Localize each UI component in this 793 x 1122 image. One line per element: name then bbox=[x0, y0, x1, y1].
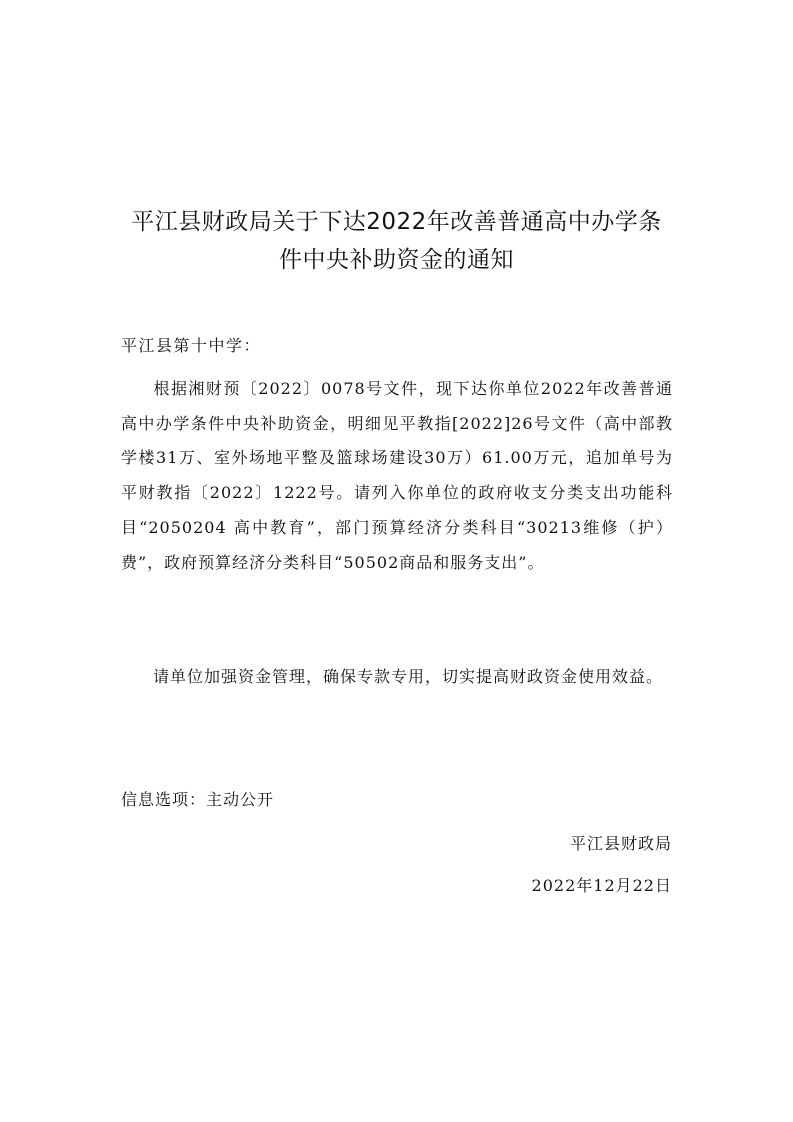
signature-organization: 平江县财政局 bbox=[569, 834, 672, 853]
title-line-1: 平江县财政局关于下达2022年改善普通高中办学条 bbox=[131, 209, 662, 235]
signature-date: 2022年12月22日 bbox=[531, 876, 672, 895]
body-paragraph-2-text: 请单位加强资金管理，确保专款专用，切实提高财政资金使用效益。 bbox=[153, 667, 664, 686]
body-paragraph-1 bbox=[121, 372, 673, 580]
body-paragraph-1-text: 根据湘财预〔2022〕0078号文件，现下达你单位2022年改善普通高中办学条件中央补助资金，明细见平教指[2022]26号文件（高中部教学楼31万、室外场地平整及篮球场建设30万）61.00万元，追加单号为平财教指〔2022〕1222号。请列入你单位的政府收支分类支出功能科目“2050204 高中教育”，部门预算经济分类科目“30213维修（护）费”，政府预算经济分类科目“50502商品和服务支出”。 bbox=[121, 379, 673, 572]
salutation: 平江县第十中学： bbox=[121, 336, 262, 355]
info-disclosure-option: 信息选项：主动公开 bbox=[121, 790, 275, 809]
document-title bbox=[96, 203, 697, 279]
body-paragraph-2 bbox=[121, 660, 673, 695]
title-line-2: 件中央补助资金的通知 bbox=[279, 247, 514, 273]
